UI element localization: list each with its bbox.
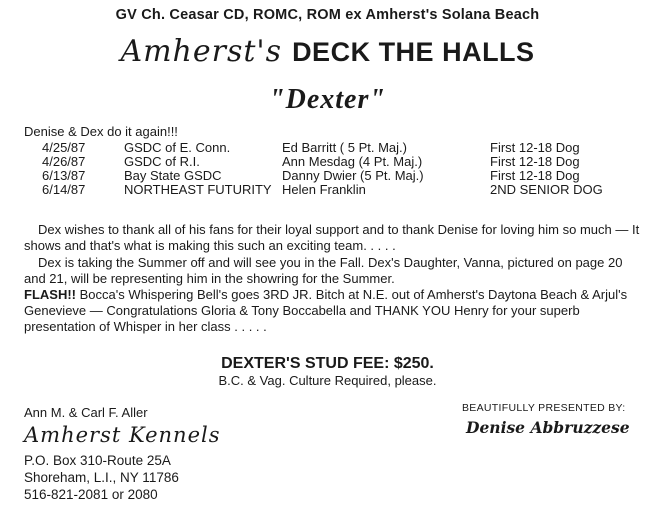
result-award: First 12-18 Dog	[490, 154, 580, 169]
result-award: First 12-18 Dog	[490, 168, 580, 183]
summer-text: Dex is taking the Summer off and will see you in the Fall. Dex's Daughter, Vanna, pictured on page 20 and 21, will be representing him in the showring for the Summer.	[24, 255, 623, 286]
show-results-table	[42, 141, 603, 197]
address-line-2: Shoreham, L.I., NY 11786	[24, 470, 179, 485]
result-row	[42, 183, 603, 197]
pedigree-line: GV Ch. Ceasar CD, ROMC, ROM ex Amherst's Solana Beach	[115, 7, 540, 23]
stud-requirement: B.C. & Vag. Culture Required, please.	[218, 373, 437, 388]
intro-text: Denise & Dex do it again!!!	[24, 124, 178, 139]
result-row	[42, 155, 603, 169]
owners-names: Ann M. & Carl F. Aller	[24, 405, 148, 420]
result-show: NORTHEAST FUTURITY	[124, 182, 272, 197]
result-date: 6/14/87	[42, 182, 86, 197]
result-award: 2ND SENIOR DOG	[490, 182, 603, 197]
result-row	[42, 169, 603, 183]
result-date: 6/13/87	[42, 168, 86, 183]
thanks-paragraph	[24, 222, 644, 254]
result-show: GSDC of R.I.	[124, 154, 200, 169]
phone-number: 516-821-2081 or 2080	[24, 487, 158, 502]
title-dog-name: DECK THE HALLS	[292, 37, 535, 67]
dog-title	[0, 34, 655, 69]
flash-paragraph	[24, 287, 644, 335]
address-block	[24, 452, 179, 503]
presenter-signature: Denise Abbruzzese	[466, 418, 630, 437]
result-judge: Ann Mesdag (4 Pt. Maj.)	[282, 154, 423, 169]
result-award: First 12-18 Dog	[490, 140, 580, 155]
result-row	[42, 141, 603, 155]
call-name: "Dexter"	[269, 84, 386, 115]
presented-by-label: BEAUTIFULLY PRESENTED BY:	[462, 402, 626, 414]
result-judge: Danny Dwier (5 Pt. Maj.)	[282, 168, 424, 183]
flash-label: FLASH!!	[24, 287, 76, 302]
summer-paragraph	[24, 255, 644, 287]
thanks-text: Dex wishes to thank all of his fans for their loyal support and to thank Denise for loving him so much — It shows and that's what is making this such an exciting team. . . . .	[24, 222, 640, 253]
result-show: Bay State GSDC	[124, 168, 222, 183]
result-judge: Ed Barritt ( 5 Pt. Maj.)	[282, 140, 407, 155]
address-line-1: P.O. Box 310-Route 25A	[24, 453, 171, 468]
result-date: 4/26/87	[42, 154, 86, 169]
result-judge: Helen Franklin	[282, 182, 366, 197]
title-kennel-name: Amherst's	[120, 34, 283, 69]
kennel-name: Amherst Kennels	[24, 423, 221, 447]
flash-text: Bocca's Whispering Bell's goes 3RD JR. Bitch at N.E. out of Amherst's Daytona Beach & Arjul's Genevieve — Congratulations Gloria & Tony Boccabella and THANK YOU Henry for your superb presentation of Whisper in her class . . . . .	[24, 287, 628, 334]
stud-fee: DEXTER'S STUD FEE: $250.	[221, 355, 434, 372]
result-show: GSDC of E. Conn.	[124, 140, 231, 155]
result-date: 4/25/87	[42, 140, 86, 155]
